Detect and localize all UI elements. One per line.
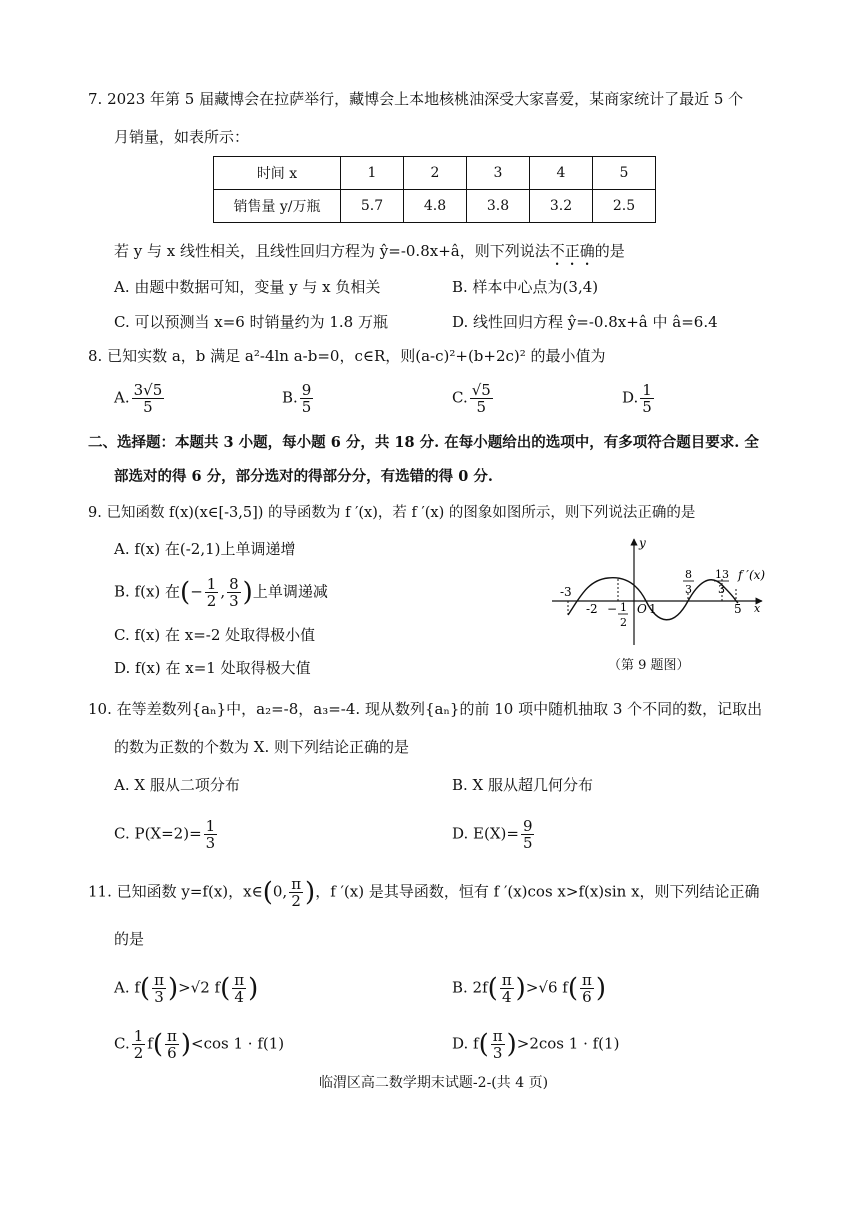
section2-line2: 部选对的得 6 分，部分选对的得部分分，有选错的得 0 分. [114,468,493,485]
fraction [289,876,303,909]
q9-figure-caption: （第 9 题图） [608,658,690,673]
paren-close: ) [305,877,316,908]
tick-label: 1 [649,602,657,616]
tick-label: 3 [685,583,692,596]
q7-stem-line2: 月销量，如表所示： [114,128,250,146]
option-text: C. P(X=2)= [114,824,202,843]
q9-derivative-graph [548,535,773,650]
paren-close: ) [248,973,259,1004]
fraction [132,1028,146,1061]
option-label: C. [452,388,468,407]
denominator: 5 [522,834,533,852]
q9-option-b: B. f(x) 在(− $\frac{1}{2}$ , $\frac{8}{3}$ )上单调递减 [114,575,328,610]
fraction [500,972,514,1005]
q8-option-d [622,382,656,415]
paren-open: ( [220,973,231,1004]
numerator: π [501,971,512,989]
fraction [580,972,594,1005]
fraction [521,818,535,851]
q11-stem-line2: 的是 [114,930,145,948]
fraction [152,972,166,1005]
q7-option-a: A. 由题中数据可知，变量 y 与 x 负相关 [114,278,381,296]
denominator: 3 [205,834,216,852]
tick-label: 2 [620,616,627,629]
numerator: 8 [229,575,239,593]
denominator: 2 [291,892,301,910]
option-text: B. f(x) 在 [114,582,181,601]
paren-open: ( [139,973,151,1004]
table-cell: 2 [404,157,467,190]
numerator: 1 [642,381,652,399]
denominator: 5 [476,398,487,416]
fraction [205,576,219,609]
numerator: 9 [301,381,312,399]
numerator: 1 [133,1027,144,1045]
denominator: 6 [582,988,592,1006]
table-cell: 4.8 [404,190,467,223]
numerator: 9 [522,817,533,835]
paren-open: ( [180,577,191,608]
q8-option-b [282,382,315,415]
q7-stem-line3 [114,240,625,269]
paren-close: ) [180,1029,191,1060]
q7-stem-tail: 的是 [594,242,625,260]
numerator: 3√5 [133,381,163,399]
paren-close: ) [242,577,253,608]
numerator: π [291,875,302,893]
denominator: 2 [133,1044,144,1062]
tick-label: 1 [620,601,627,614]
q10-stem-line2: 的数为正数的个数为 X. 则下列结论正确的是 [114,738,409,756]
paren-close: ) [595,973,606,1004]
denominator: 3 [154,988,164,1006]
table-cell: 3.2 [530,190,593,223]
numerator: 1 [205,817,216,835]
denominator: 4 [501,988,512,1006]
fraction [132,382,165,415]
q11-option-d [452,1028,619,1061]
denominator: 5 [143,398,153,416]
stem-text: 11. 已知函数 y=f(x)，x∈ [88,882,263,901]
q7-stem-line1: 7. 2023 年第 5 届藏博会在拉萨举行，藏博会上本地核桃油深受大家喜爱，某商家统计了最近 5 个 [88,90,744,108]
numerator: 1 [206,575,217,593]
table-header-time: 时间 x [214,157,341,190]
option-text: B. 2f [452,978,488,997]
fraction [165,1028,179,1061]
tick-label: -2 [586,602,598,616]
q7-emphasis: 不正确 [549,242,595,260]
option-label: B. [282,388,298,407]
table-cell: 3 [467,157,530,190]
q10-option-a: A. X 服从二项分布 [114,776,240,794]
q10-stem-line1: 10. 在等差数列{aₙ}中，a₂=-8，a₃=-4. 现从数列{aₙ}的前 10 项中随机抽取 3 个不同的数，记取出 [88,700,763,718]
tick-label: 8 [685,568,692,581]
numerator: π [234,971,245,989]
tick-label: 13 [715,568,729,581]
section2-line1: 二、选择题：本题共 3 小题，每小题 6 分，共 18 分. 在每小题给出的选项中，有多项符合题目要求. 全 [88,434,759,451]
x-axis-label: x [754,602,761,615]
option-text: >2cos 1 · f(1) [516,1034,620,1053]
option-text: C. [114,1034,130,1053]
denominator: 6 [167,1044,177,1062]
q7-stem-text: 若 y 与 x 线性相关，且线性回归方程为 ŷ=-0.8x+â，则下列说法 [114,242,550,260]
denominator: 3 [492,1044,503,1062]
tick-label: 5 [734,602,742,616]
tick-label: 3 [718,583,725,596]
y-axis-label: y [639,536,646,550]
origin-label: O [637,602,647,616]
table-cell: 5.7 [341,190,404,223]
fraction [204,818,218,851]
q11-option-c [114,1028,284,1061]
option-text: f [147,1034,153,1053]
fraction [300,382,314,415]
numerator: √5 [471,381,491,399]
q7-option-c: C. 可以预测当 x=6 时销量约为 1.8 万瓶 [114,313,388,331]
tick-label: -3 [560,585,572,599]
table-header-sales: 销售量 y/万瓶 [214,190,341,223]
paren-open: ( [152,1029,163,1060]
fraction [640,382,654,415]
q11-stem-line1: 11. 已知函数 y=f(x)，x∈(0, $\frac{\pi}{2}$ )，f ′(x) 是其导函数，恒有 f ′(x)cos x>f(x)sin x，则下列结论正确 [88,875,760,910]
numerator: π [166,1027,177,1045]
q11-option-b [452,972,606,1005]
page-footer: 临渭区高二数学期末试题-2-(共 4 页) [318,1075,549,1091]
q8-option-c [452,382,495,415]
option-label: A. [114,388,130,407]
table-row [214,190,656,223]
numerator: π [492,1027,503,1045]
denominator: 3 [229,592,239,610]
q8-stem: 8. 已知实数 a，b 满足 a²-4ln a-b=0，c∈R，则(a-c)²+(b+2c)² 的最小值为 [88,347,606,365]
q10-option-c [114,818,219,851]
q10-option-d [452,818,536,851]
q8-option-a [114,382,166,415]
q9-stem: 9. 已知函数 f(x)(x∈[-3,5]) 的导函数为 f ′(x)，若 f ′(x) 的图象如图所示，则下列说法正确的是 [88,505,696,521]
numerator: π [154,971,164,989]
option-label: D. [622,388,639,407]
fraction [232,972,246,1005]
paren-open: ( [567,973,578,1004]
tick-label: − [607,602,618,616]
paren-open: ( [478,1029,489,1060]
option-text: <cos 1 · f(1) [191,1034,285,1053]
table-cell: 4 [530,157,593,190]
q9-option-d: D. f(x) 在 x=1 处取得极大值 [114,659,311,677]
option-text: D. f [452,1034,479,1053]
paren-close: ) [506,1029,517,1060]
q11-option-a [114,972,258,1005]
q9-option-c: C. f(x) 在 x=-2 处取得极小值 [114,626,316,644]
table-cell: 1 [341,157,404,190]
paren-close: ) [515,973,526,1004]
denominator: 5 [301,398,312,416]
q9-option-a: A. f(x) 在(-2,1)上单调递增 [114,540,296,558]
q7-option-b: B. 样本中心点为(3,4) [452,278,599,296]
table-row [214,157,656,190]
fraction [227,576,241,609]
fraction [470,382,493,415]
fraction [491,1028,505,1061]
q7-sales-table [213,156,656,223]
q7-option-d: D. 线性回归方程 ŷ=-0.8x+â 中 â=6.4 [452,313,718,331]
table-cell: 5 [593,157,656,190]
option-text: A. f [114,978,140,997]
paren-open: ( [262,877,273,908]
denominator: 4 [234,988,244,1006]
option-text: >√2 f [178,978,221,997]
paren-open: ( [487,973,498,1004]
denominator: 5 [642,398,652,416]
option-text: >√6 f [525,978,568,997]
table-cell: 3.8 [467,190,530,223]
paren-close: ) [167,973,179,1004]
stem-text: ，f ′(x) 是其导函数，恒有 f ′(x)cos x>f(x)sin x，则下列结论正确 [315,882,760,901]
table-cell: 2.5 [593,190,656,223]
curve-label: f ′(x) [738,568,766,582]
option-text: D. E(X)= [452,824,519,843]
q10-option-b: B. X 服从超几何分布 [452,776,594,794]
option-text: 上单调递减 [252,582,328,601]
numerator: π [581,971,592,989]
denominator: 2 [206,592,217,610]
